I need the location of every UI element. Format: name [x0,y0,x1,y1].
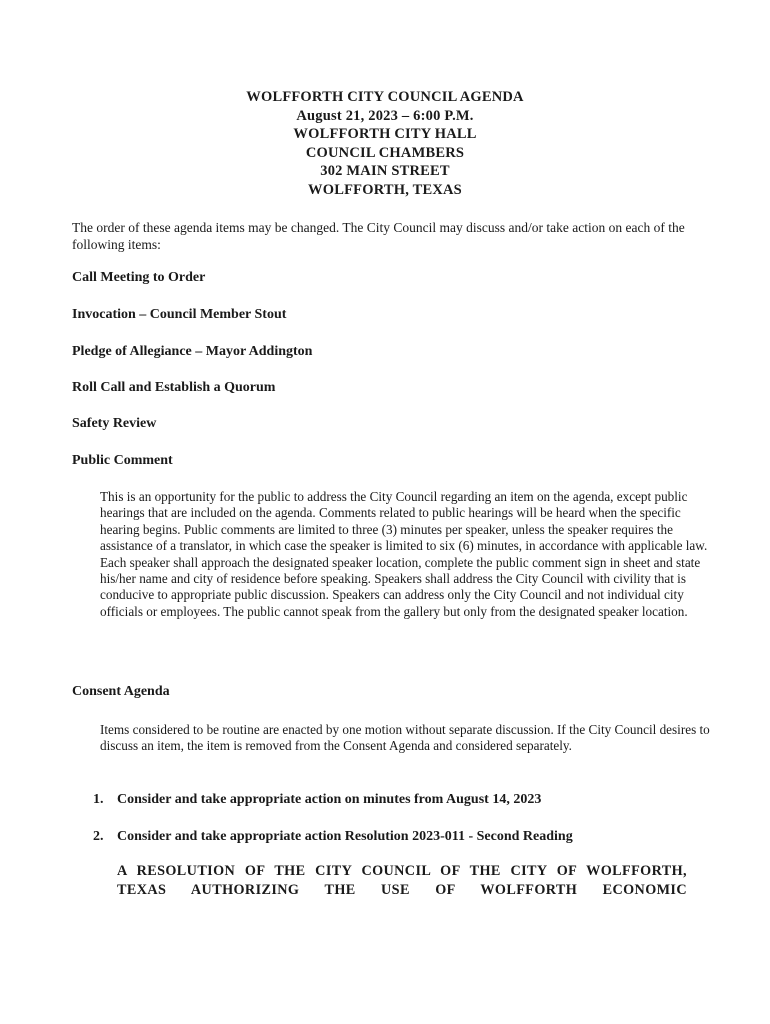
header-street: 302 MAIN STREET [320,163,450,179]
section-consent-agenda: Consent Agenda [72,684,170,699]
header-title: WOLFFORTH CITY COUNCIL AGENDA [246,89,524,105]
intro-text: The order of these agenda items may be changed. The City Council may discuss and/or take action on each of the following items: [72,220,685,252]
resolution-title [117,862,687,900]
section-call-to-order: Call Meeting to Order [72,270,206,285]
resolution-line-2: TEXAS AUTHORIZING THE USE OF WOLFFORTH ECONOMIC [117,882,687,898]
header-venue: WOLFFORTH CITY HALL [293,126,477,142]
header-city: WOLFFORTH, TEXAS [308,181,462,198]
consent-agenda-text: Items considered to be routine are enacted by one motion without separate discussion. If the City Council desires to discuss an item, the item is removed from the Consent Agenda and considered separately. [100,722,710,754]
agenda-item-number: 2. [93,829,104,844]
header-date: August 21, 2023 – 6:00 P.M. [296,107,474,124]
agenda-item-2 [93,829,573,845]
agenda-item-text: Consider and take appropriate action on minutes from August 14, 2023 [117,792,542,807]
section-public-comment: Public Comment [72,453,173,468]
header-room: COUNCIL CHAMBERS [305,144,465,161]
section-safety-review: Safety Review [72,416,157,431]
agenda-item-text: Consider and take appropriate action Resolution 2023-011 - Second Reading [117,829,573,844]
section-pledge: Pledge of Allegiance – Mayor Addington [72,344,313,359]
section-invocation: Invocation – Council Member Stout [72,307,287,322]
public-comment-text: This is an opportunity for the public to address the City Council regarding an item on the agenda, except public hearings that are included on the agenda. Comments related to public hearings will be heard when the specific hearing begins. Public comments are limited to three (3) minutes per speaker, unless the speaker requires the assistance of a translator, in which case the speaker is limited to six (6) minutes, in accordance with applicable law. Each speaker shall approach the designated speaker location, complete the public comment sign in sheet and state his/her name and city of residence before speaking. Speakers shall address the City Council with civility that is conducive to appropriate public discussion. Speakers can address only the City Council and not individual city officials or employees. The public cannot speak from the gallery but only from the designated speaker location. [100,489,708,619]
agenda-item-number: 1. [93,792,104,807]
agenda-item-1 [93,792,541,808]
agenda-header [0,88,770,199]
section-roll-call: Roll Call and Establish a Quorum [72,380,276,395]
resolution-line-1: A RESOLUTION OF THE CITY COUNCIL OF THE CITY OF WOLFFORTH, [117,863,687,879]
